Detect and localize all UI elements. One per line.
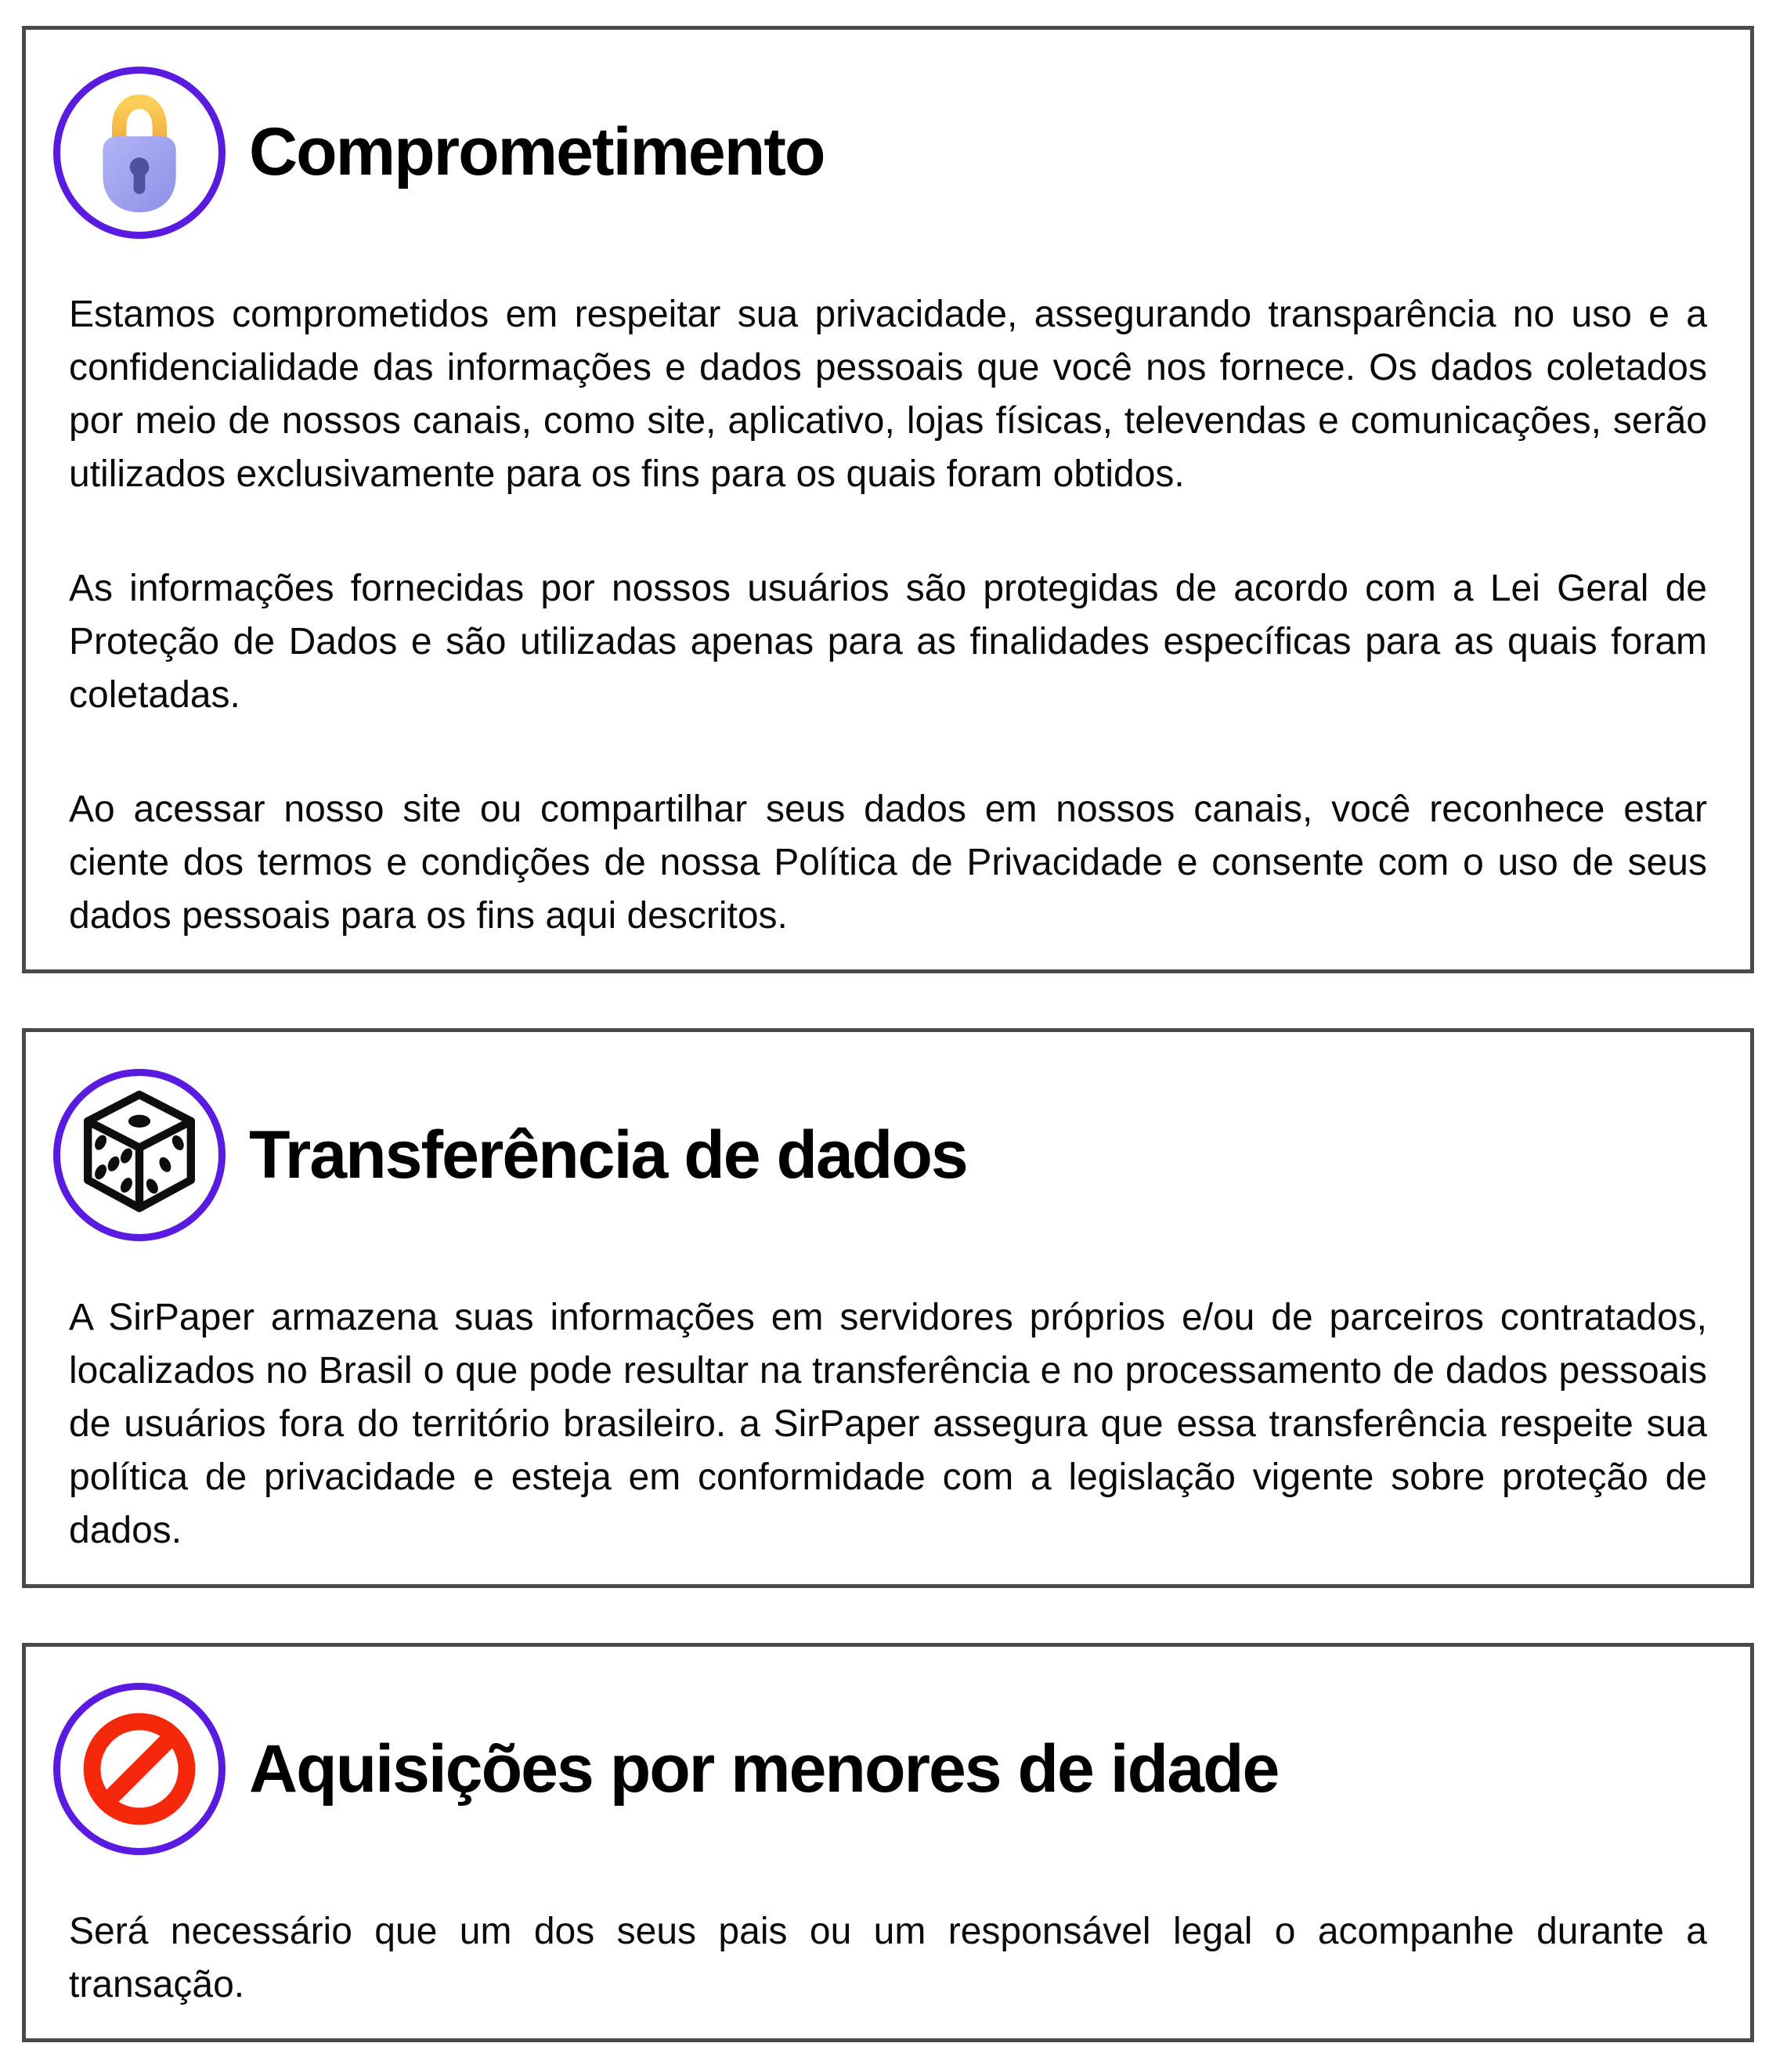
section-header (53, 1062, 1707, 1247)
section-card-aquisicoes-por-menores (22, 1643, 1754, 2042)
section-header (53, 60, 1707, 245)
section-title: Transferência de dados (249, 1117, 967, 1193)
section-body (69, 1905, 1707, 2012)
dice-icon (66, 1081, 213, 1229)
no-entry-icon (74, 1703, 205, 1835)
section-title: Aquisições por menores de idade (249, 1731, 1279, 1807)
section-body (69, 1291, 1707, 1558)
paragraph: Ao acessar nosso site ou compartilhar seus dados em nossos canais, você reconhece estar ciente dos termos e condições de nossa Política de Privacidade e consente com o uso de seus dados pessoais para os fins aqui descritos. (69, 789, 1707, 937)
lock-icon (81, 85, 198, 220)
section-card-transferencia-de-dados (22, 1028, 1754, 1587)
section-card-comprometimento (22, 26, 1754, 973)
section-title: Comprometimento (249, 114, 825, 190)
paragraph: As informações fornecidas por nossos usuários são protegidas de acordo com a Lei Geral de Proteção de Dados e são utilizadas apenas para as finalidades específicas para as quais foram coletadas. (69, 568, 1707, 717)
section-header (53, 1677, 1707, 1862)
paragraph: A SirPaper armazena suas informações em servidores próprios e/ou de parceiros contratados, localizados no Brasil o que pode resultar na transferência e no processamento de dados pessoais de usuários fora do território brasileiro. a SirPaper assegura que essa transferência respeite sua política de privacidade e esteja em conformidade com a legislação vigente sobre proteção de dados. (69, 1296, 1707, 1551)
paragraph: Estamos comprometidos em respeitar sua privacidade, assegurando transparência no uso e a confidencialidade das informações e dados pessoais que você nos fornece. Os dados coletados por meio de nossos canais, como site, aplicativo, lojas físicas, televendas e comunicações, serão utilizados exclusivamente para os fins para os quais foram obtidos. (69, 294, 1707, 496)
icon-badge (53, 67, 226, 239)
icon-badge (53, 1683, 226, 1855)
paragraph: Será necessário que um dos seus pais ou um responsável legal o acompanhe durante a transação. (69, 1911, 1707, 2006)
icon-badge (53, 1069, 226, 1241)
section-body (69, 288, 1707, 943)
